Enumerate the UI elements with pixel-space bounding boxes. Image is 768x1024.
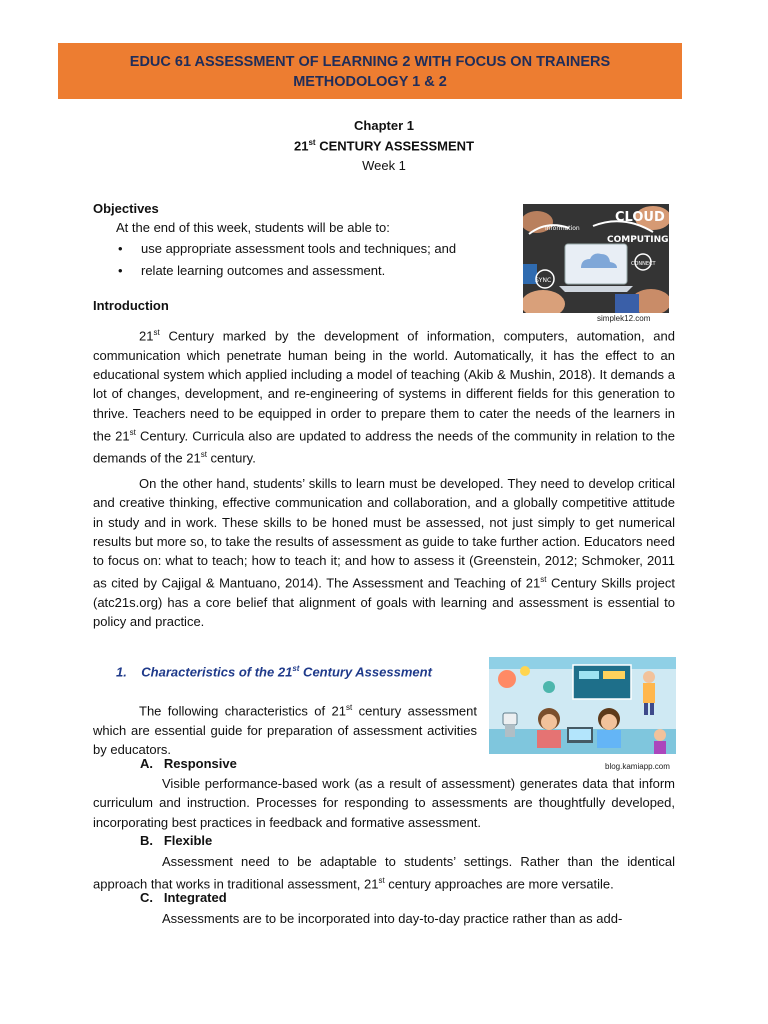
image-caption: simplek12.com — [597, 314, 651, 323]
course-title-line2: METHODOLOGY 1 & 2 — [293, 74, 447, 90]
characteristic-c-heading: C. Integrated — [140, 890, 227, 905]
week-label: Week 1 — [362, 158, 406, 173]
course-title-line1: EDUC 61 ASSESSMENT OF LEARNING 2 WITH FOCUS ON TRAINERS — [129, 54, 611, 70]
characteristic-c-text: Assessments are to be incorporated into day-to-day practice rather than as add- — [162, 911, 623, 926]
information-label: Information — [545, 225, 580, 232]
sync-label: SYNC — [535, 277, 552, 284]
objective-item: • relate learning outcomes and assessment. — [116, 261, 496, 280]
section-heading: 1. Characteristics of the 21st Century Assessment — [116, 664, 432, 680]
section-intro-paragraph: The following characteristics of 21st century assessment which are essential guide for preparation of assessment activities by educators. — [93, 703, 477, 757]
characteristic-b-text: Assessment need to be adaptable to students’ settings. Rather than the identical approach that works in traditional assessment, 21st century approaches are more versatile. — [93, 854, 675, 892]
classroom-illustration — [489, 657, 676, 754]
introduction-heading: Introduction — [93, 298, 169, 313]
characteristic-b-heading: B. Flexible — [140, 833, 213, 848]
illustration-caption: blog.kamiapp.com — [605, 762, 670, 771]
connect-label: CONNECT — [631, 261, 656, 267]
intro-paragraph-2: On the other hand, students’ skills to learn must be developed. They need to develop critical and creative thinking, effective communication and collaboration, and a globally competitive attitude in study and in work. These skills to be honed must be assessed, not just simply to get numerical results but more so, to take the results of assessment as guide to take further action. Educators need to focus on: what to teach; how to teach it; and how to assess it (Greenstein, 2012; Schmoker, 2011 as cited by Cajigal & Mantuano, 2014). The Assessment and Teaching of 21st Century Skills project (atc21s.org) has a core belief that alignment of goals with learning and assessment is essential to policy and practice. — [93, 476, 675, 630]
characteristic-a-heading: A. Responsive — [140, 756, 237, 771]
chapter-label: Chapter 1 — [354, 118, 414, 133]
intro-paragraph-1: 21st Century marked by the development of information, computers, automation, and communication which penetrate human being in the world. Automatically, it has the effect to an educational system which applied including a model of teaching (Akib & Mushin, 2018). It demands a lot of changes, development, and re-engineering of systems in different fields for this generation to thrive. Teachers need to be equipped in order to prepare them to cater the needs of the learners in the 21st Century. Curricula also are updated to address the needs of the community in relation to the demands of the 21st century. — [93, 328, 675, 466]
objectives-heading: Objectives — [93, 201, 159, 216]
course-title-banner — [58, 43, 682, 99]
cloud-computing-image — [523, 204, 669, 313]
objectives-list — [116, 239, 496, 284]
computing-label: COMPUTING — [607, 235, 669, 245]
cloud-label: CLOUD — [615, 210, 665, 225]
characteristic-a-text: Visible performance-based work (as a result of assessment) generates data that inform curriculum and instruction. Processes for responding to assessments are thoughtfully developed, incorporating best practices in feedback and formative assessment. — [93, 776, 675, 830]
objectives-intro: At the end of this week, students will be able to: — [116, 220, 390, 235]
objective-item: • use appropriate assessment tools and techniques; and — [116, 239, 496, 258]
chapter-title: 21st CENTURY ASSESSMENT — [293, 138, 475, 154]
